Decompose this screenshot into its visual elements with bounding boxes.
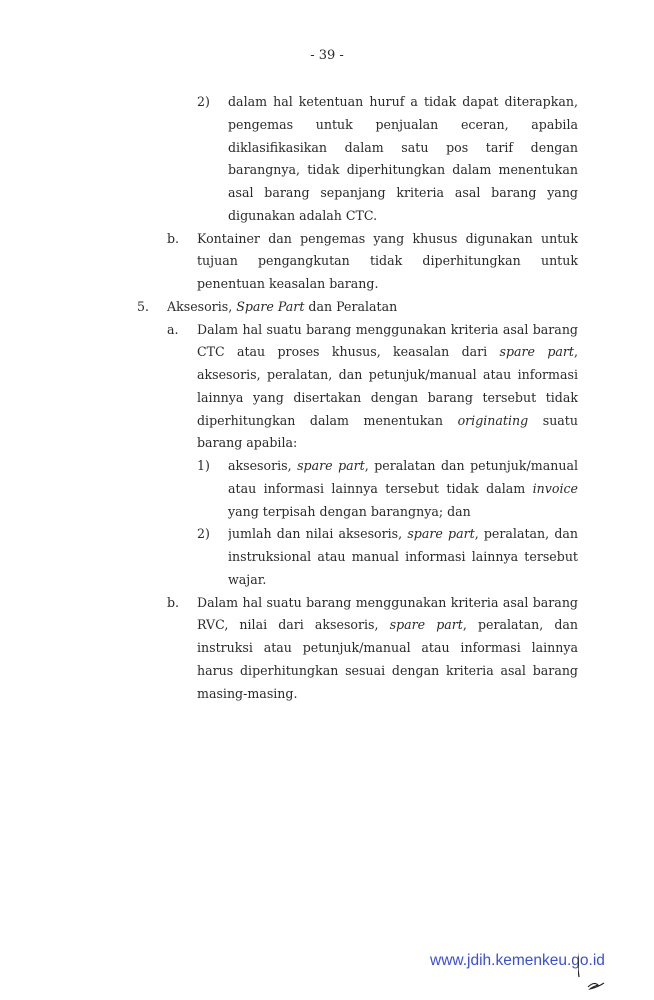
text-segment: masing-masing. (197, 685, 298, 701)
text-line (197, 388, 578, 408)
text-segment: Kontainer dan pengemas yang khusus digunakan untuk (197, 230, 578, 246)
text-segment: asal barang sepanjang kriteria asal barang yang (228, 185, 578, 200)
text-segment: suatu (528, 412, 578, 428)
text-segment: CTC atau proses khusus, keasalan dari (197, 344, 500, 360)
text-segment: digunakan adalah CTC. (228, 207, 378, 223)
text-line (197, 229, 578, 249)
text-segment: diklasifikasikan dalam satu pos tarif dengan (228, 139, 578, 155)
text-line (228, 92, 578, 112)
text-line (167, 297, 578, 317)
text-line (197, 638, 578, 658)
text-segment: Aksesoris, (167, 298, 237, 314)
italic-term: originating (457, 412, 529, 428)
text-segment: , peralatan, dan (462, 617, 578, 633)
text-segment: dan Peralatan (304, 298, 398, 314)
text-line (197, 365, 578, 385)
text-line (197, 251, 578, 271)
text-line (228, 502, 578, 522)
footer-url-link[interactable]: www.jdih.kemenkeu.go.id (430, 952, 605, 969)
text-line (197, 342, 578, 362)
italic-term: spare part (499, 344, 574, 360)
list-marker: 1) (197, 458, 210, 473)
text-segment: tujuan pengangkutan tidak diperhitungkan untuk (197, 253, 578, 269)
initial-signature-icon (578, 945, 628, 995)
text-segment: atau informasi lainnya tersebut tidak dalam (228, 480, 533, 496)
text-line (228, 524, 578, 544)
text-line (228, 547, 578, 567)
text-segment: penentuan keasalan barang. (197, 276, 379, 291)
page-number: - 39 - (310, 48, 344, 63)
text-segment: wajar. (228, 571, 267, 587)
list-marker: 2) (197, 526, 210, 542)
text-line (197, 593, 578, 613)
text-segment: pengemas untuk penjualan eceran, apabila (228, 116, 578, 132)
text-segment: , (573, 344, 578, 360)
text-line (228, 570, 578, 590)
list-marker: b. (167, 594, 180, 610)
text-line (197, 411, 578, 431)
text-segment: lainnya yang disertakan dengan barang tersebut tidak (197, 389, 578, 405)
text-segment: jumlah dan nilai aksesoris, (228, 526, 408, 542)
list-marker: 2) (197, 94, 210, 109)
text-segment: aksesoris, (228, 458, 298, 473)
italic-term: invoice (532, 480, 578, 496)
text-segment: , peralatan, dan (474, 526, 578, 542)
italic-term: spare part (389, 617, 463, 633)
list-marker: a. (167, 321, 179, 337)
text-line (228, 115, 578, 135)
text-segment: barangnya, tidak diperhitungkan dalam menentukan (228, 162, 578, 178)
text-segment: instruksional atau manual informasi lainnya tersebut (228, 549, 578, 564)
text-line (197, 684, 578, 704)
text-line (228, 456, 578, 476)
text-line (197, 433, 578, 453)
italic-term: spare part (407, 526, 475, 542)
text-segment: diperhitungkan dalam menentukan (197, 412, 458, 428)
text-line (228, 183, 578, 203)
text-line (197, 320, 578, 340)
text-line (228, 206, 578, 226)
text-line (228, 160, 578, 180)
text-segment: Dalam hal suatu barang menggunakan kriteria asal barang (197, 594, 578, 610)
text-segment: RVC, nilai dari aksesoris, (197, 617, 390, 633)
text-segment: barang apabila: (197, 435, 298, 451)
list-marker: 5. (137, 298, 150, 314)
list-marker: b. (167, 230, 180, 246)
text-segment: Dalam hal suatu barang menggunakan kriteria asal barang (197, 321, 578, 337)
text-segment: instruksi atau petunjuk/manual atau informasi lainnya (197, 640, 578, 655)
text-segment: yang terpisah dengan barangnya; dan (228, 503, 471, 519)
italic-term: spare part (297, 458, 365, 473)
text-line (228, 479, 578, 499)
text-line (197, 274, 578, 294)
text-segment: dalam hal ketentuan huruf a tidak dapat diterapkan, (228, 94, 578, 109)
text-segment: , peralatan dan petunjuk/manual (364, 458, 578, 473)
text-line (228, 138, 578, 158)
italic-term: Spare Part (236, 298, 305, 314)
text-segment: aksesoris, peralatan, dan petunjuk/manual atau informasi (197, 367, 578, 382)
text-line (197, 615, 578, 635)
text-segment: harus diperhitungkan sesuai dengan kriteria asal barang (197, 662, 578, 678)
text-line (197, 661, 578, 681)
